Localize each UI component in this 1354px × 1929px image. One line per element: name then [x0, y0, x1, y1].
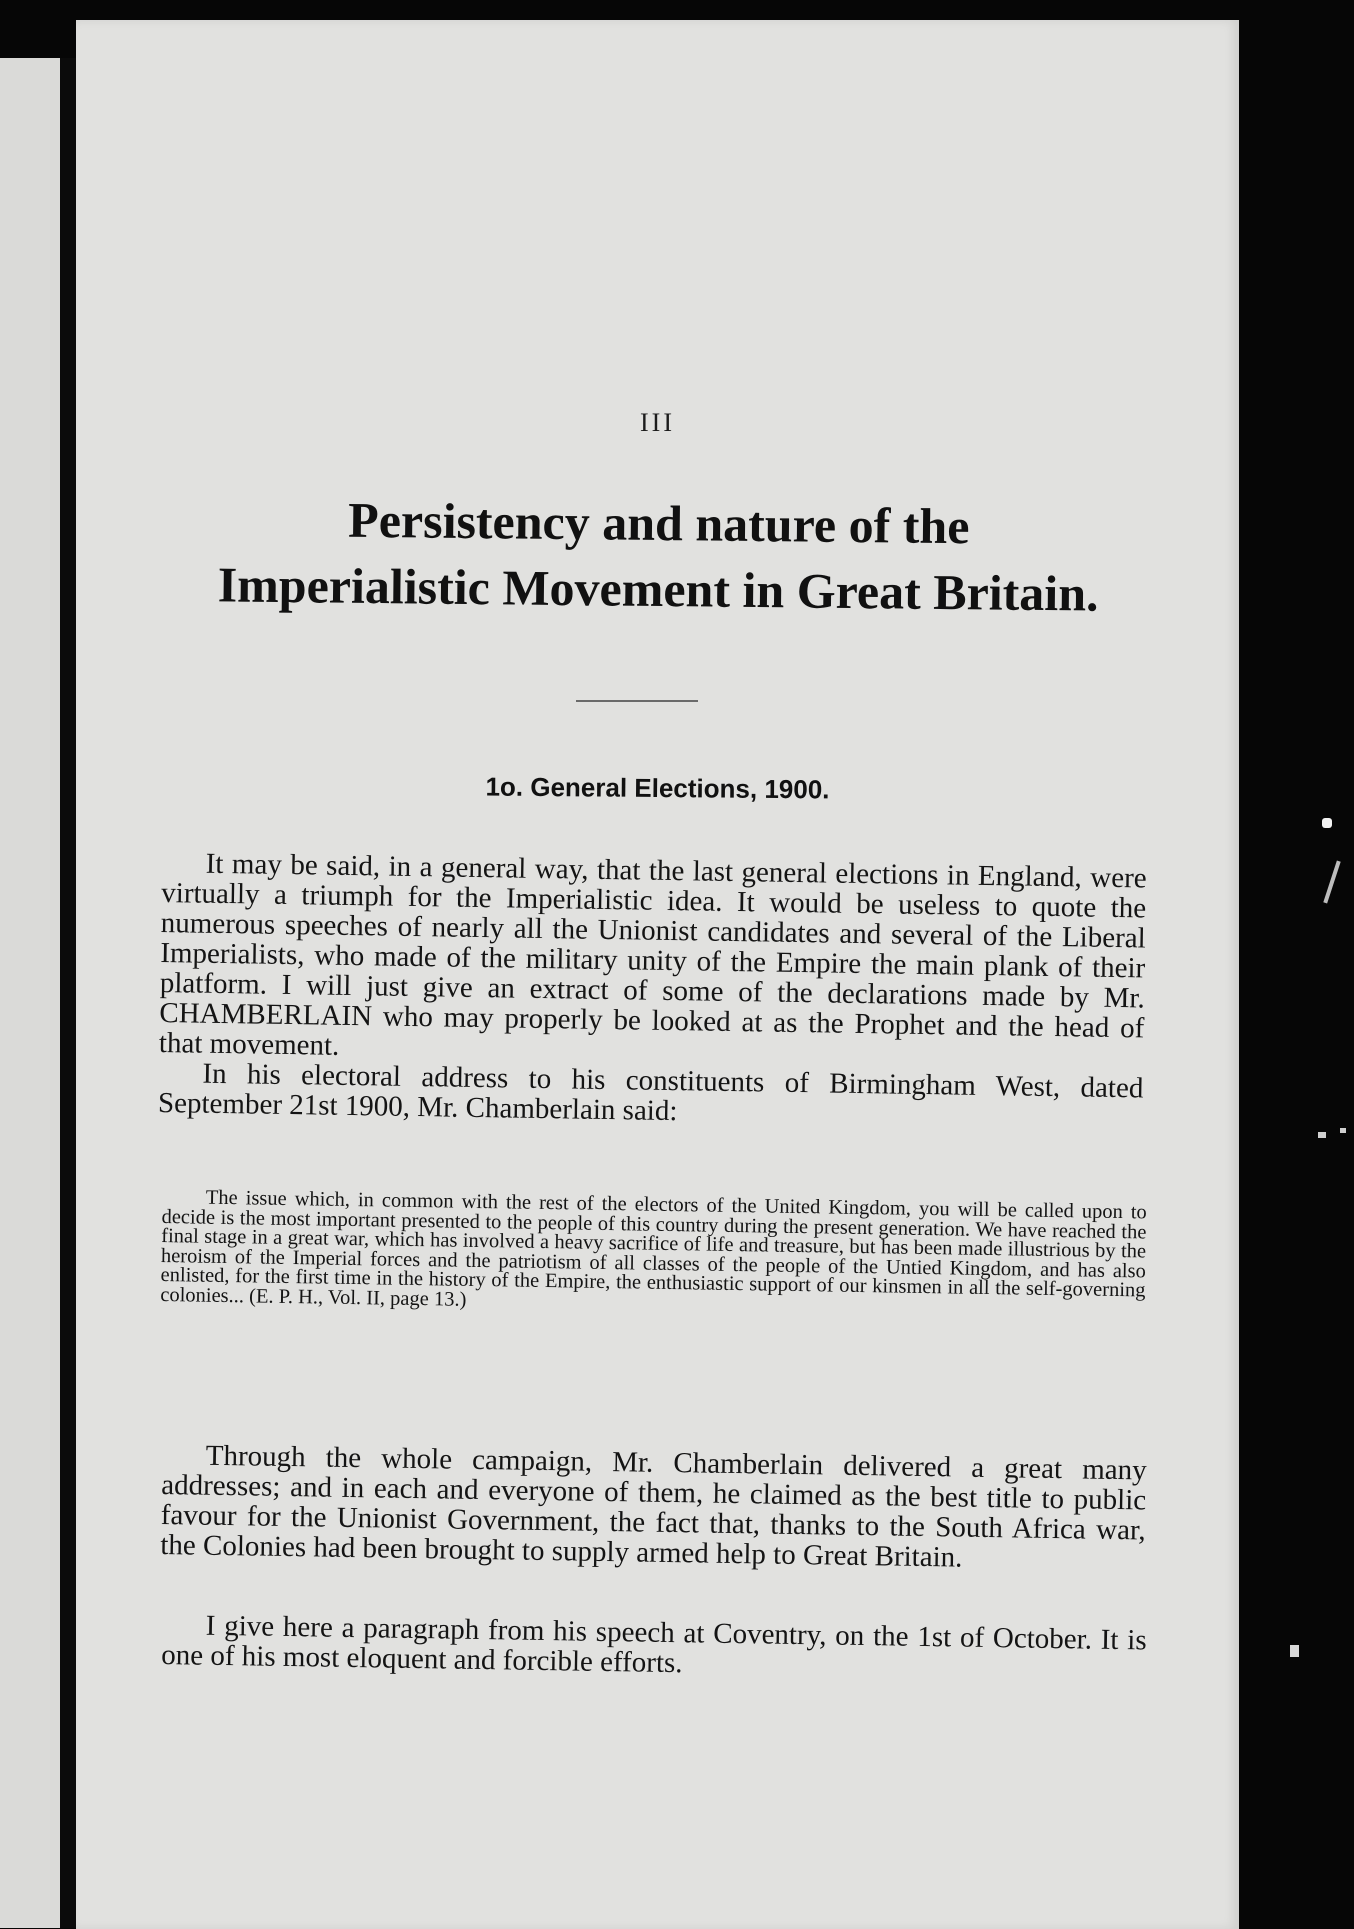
section-heading: 1o. General Elections, 1900.: [485, 771, 830, 805]
paragraph-electoral-address: In his electoral address to his constituents of Birmingham West, dated September 21st 1900, Mr. Chamberlain said:: [157, 1057, 1144, 1128]
coventry-text: [161, 1610, 1147, 1685]
campaign-text: [160, 1440, 1147, 1575]
paragraph-campaign: Through the whole campaign, Mr. Chamberlain delivered a great many addresses; and in each and everyone of them, he claimed as the best title to public favour for the Unionist Government, the fact that, thanks to the South Africa war, the Colonies had been brought to supply armed help to Great Britain.: [160, 1439, 1147, 1574]
document-page: [76, 20, 1239, 1929]
quotation-block: [160, 1188, 1147, 1321]
book-gutter: [60, 58, 76, 1928]
quotation-text: The issue which, in common with the rest of the electors of the United Kingdom, you will be called upon to decide is the most important presented to the people of this country during the present generation. We have reached the final stage in a great war, which has involved a heavy sacrifice of life and treasure, but has been made illustrious by the heroism of the Imperial forces and the patriotism of all classes of the people of the Untied Kingdom, and has also enlisted, for the first time in the history of the Empire, the enthusiastic support of our kinsmen in all the self-governing colonies... (E. P. H., Vol. II, page 13.): [160, 1186, 1147, 1311]
scan-speck: [1290, 1645, 1299, 1657]
chapter-number: III: [640, 408, 675, 437]
paragraph-elections: It may be said, in a general way, that the last general elections in England, were virtually a triumph for the Imperialistic idea. It would be useless to quote the numerous speeches of nearly all the Unionist candidates and several of the Liberal Imperialists, who made of the military unity of the Empire the main plank of their platform. I will just give an extract of some of the declarations made by Mr. CHAMBERLAIN who may properly be looked at as the Prophet and the head of that movement.: [158, 847, 1147, 1062]
facing-page-edge: [0, 58, 62, 1928]
paragraph-coventry: I give here a paragraph from his speech at Coventry, on the 1st of October. It is one of his most eloquent and forcible efforts.: [161, 1609, 1147, 1680]
scan-speck: [1322, 818, 1332, 828]
scan-speck: [1318, 1132, 1326, 1138]
opening-text: [158, 848, 1147, 1133]
chapter-title: Persistency and nature of the Imperialistic Movement in Great Britain.: [217, 491, 1099, 622]
title-divider: [576, 700, 698, 702]
scan-speck: [1340, 1128, 1346, 1133]
scan-speck: [1323, 860, 1340, 903]
